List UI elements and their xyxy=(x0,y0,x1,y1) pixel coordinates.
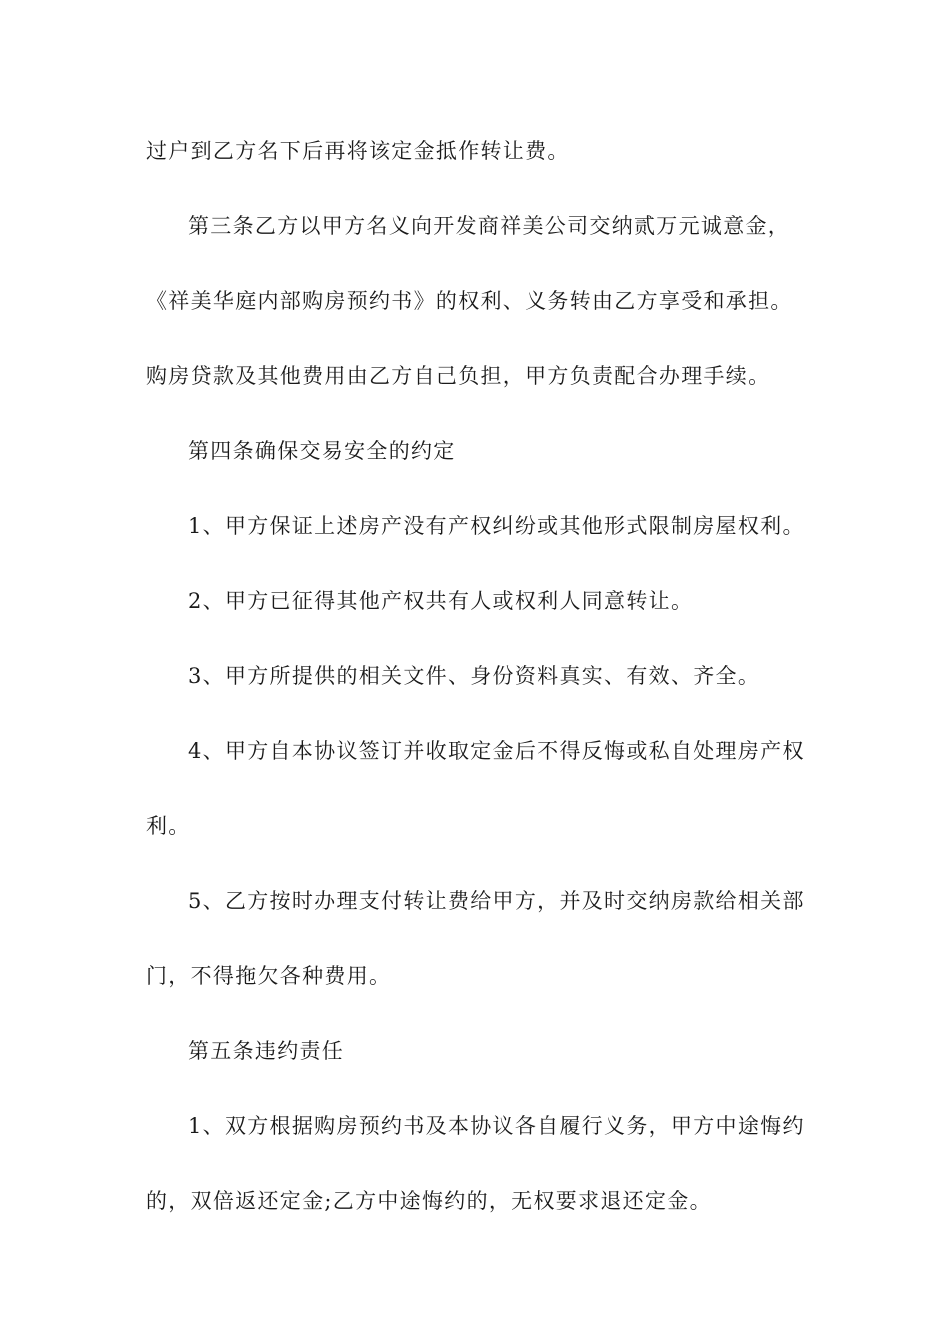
list-item-4: 4、甲方自本协议签订并收取定金后不得反悔或私自处理房产权 xyxy=(188,739,805,763)
list-item-3: 3、甲方所提供的相关文件、身份资料真实、有效、齐全。 xyxy=(188,664,761,688)
list-item-5: 5、乙方按时办理支付转让费给甲方，并及时交纳房款给相关部 xyxy=(188,889,805,913)
article-4-heading: 第四条确保交易安全的约定 xyxy=(188,439,456,463)
list-item-5-continued: 门，不得拖欠各种费用。 xyxy=(146,964,392,988)
article-5-heading: 第五条违约责任 xyxy=(188,1039,345,1063)
list-item-4-continued: 利。 xyxy=(146,814,191,838)
paragraph-line: 过户到乙方名下后再将该定金抵作转让费。 xyxy=(146,139,570,163)
paragraph-line: 购房贷款及其他费用由乙方自己负担，甲方负责配合办理手续。 xyxy=(146,364,771,388)
list-item-1: 1、甲方保证上述房产没有产权纠纷或其他形式限制房屋权利。 xyxy=(188,514,805,538)
breach-item-1: 1、双方根据购房预约书及本协议各自履行义务，甲方中途悔约 xyxy=(188,1114,805,1138)
article-3-line: 第三条乙方以甲方名义向开发商祥美公司交纳贰万元诚意金， xyxy=(188,214,791,238)
list-item-2: 2、甲方已征得其他产权共有人或权利人同意转让。 xyxy=(188,589,694,613)
breach-item-1-continued: 的，双倍返还定金;乙方中途悔约的，无权要求退还定金。 xyxy=(146,1189,712,1213)
paragraph-line: 《祥美华庭内部购房预约书》的权利、义务转由乙方享受和承担。 xyxy=(146,289,793,313)
